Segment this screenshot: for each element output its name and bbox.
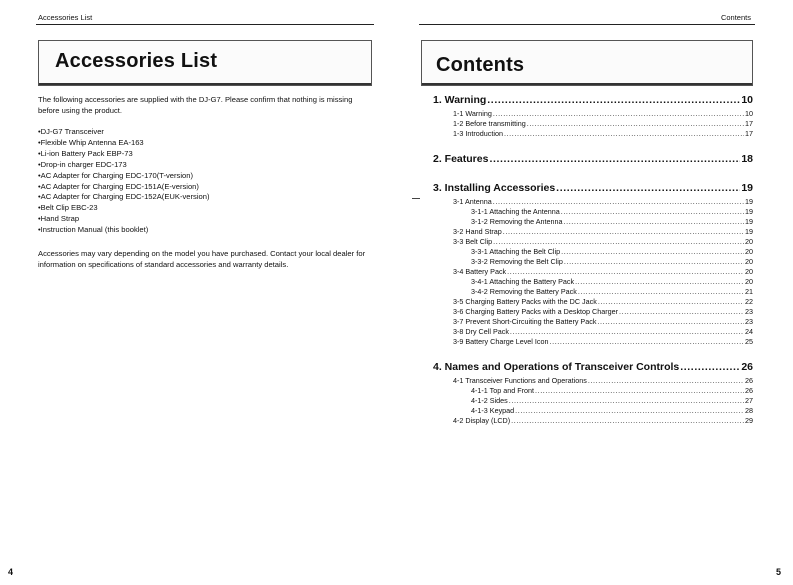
toc-chapter-entry[interactable]	[433, 94, 753, 109]
toc-title: 3-6 Charging Battery Packs with a Desktop Charger	[453, 307, 618, 316]
toc-title: 3-4-1 Attaching the Battery Pack	[471, 277, 575, 286]
list-item: •DJ-G7 Transceiver	[38, 127, 104, 136]
toc-leader-dots	[493, 109, 744, 118]
toc-leader-dots	[489, 153, 740, 165]
title-underline	[422, 83, 752, 85]
toc-page-number: 19	[745, 207, 753, 216]
header-rule	[36, 24, 374, 25]
running-header: Accessories List	[38, 13, 93, 22]
toc-page-number: 28	[745, 406, 753, 415]
toc-leader-dots	[578, 287, 744, 296]
page-title: Contents	[436, 54, 525, 76]
toc-title: 4-1-3 Keypad	[471, 406, 515, 415]
toc-page-number: 20	[745, 237, 753, 246]
list-item: •Instruction Manual (this booklet)	[38, 225, 149, 235]
toc-entry[interactable]	[433, 257, 753, 267]
toc-title: 3-5 Charging Battery Packs with the DC Jack	[453, 297, 597, 306]
toc-entry[interactable]	[433, 386, 753, 396]
toc-title: 1. Warning	[433, 94, 487, 106]
toc-title: 3-3-1 Attaching the Belt Clip	[471, 247, 561, 256]
list-item: •AC Adapter for Charging EDC-152A(EUK-version)	[38, 192, 210, 202]
toc-leader-dots	[598, 297, 744, 306]
toc-chapter-entry[interactable]	[433, 361, 753, 376]
toc-entry[interactable]	[433, 287, 753, 297]
toc-leader-dots	[527, 119, 744, 128]
toc-entry[interactable]	[433, 337, 753, 347]
toc-leader-dots	[493, 197, 744, 206]
toc-leader-dots	[575, 277, 744, 286]
running-header: Contents	[720, 13, 751, 22]
toc-entry[interactable]	[433, 227, 753, 237]
toc-title: 3. Installing Accessories	[433, 182, 556, 194]
toc-page-number: 17	[745, 119, 753, 128]
toc-page-number: 23	[745, 317, 753, 326]
toc-title: 4. Names and Operations of Transceiver Controls	[433, 361, 680, 373]
toc-page-number: 20	[745, 247, 753, 256]
toc-chapter-entry[interactable]	[433, 153, 753, 168]
toc-page-number: 26	[745, 376, 753, 385]
list-item: •Belt Clip EBC-23	[38, 203, 98, 213]
toc-page-number: 21	[745, 287, 753, 296]
toc-leader-dots	[507, 267, 744, 276]
intro-paragraph: The following accessories are supplied with the DJ-G7. Please confirm that nothing is missing before using the product.	[38, 95, 353, 115]
toc-page-number: 27	[745, 396, 753, 405]
margin-mark	[412, 198, 420, 199]
toc-page-number: 24	[745, 327, 753, 336]
title-box	[421, 40, 753, 86]
toc-title: 3-1-1 Attaching the Antenna	[471, 207, 560, 216]
toc-title: 3-2 Hand Strap	[453, 227, 502, 236]
title-underline	[39, 83, 371, 85]
toc-page-number: 23	[745, 307, 753, 316]
toc-leader-dots	[493, 237, 744, 246]
toc-leader-dots	[503, 227, 744, 236]
header-rule	[419, 24, 755, 25]
toc-entry[interactable]	[433, 109, 753, 119]
toc-page-number: 10	[745, 109, 753, 118]
toc-entry[interactable]	[433, 247, 753, 257]
toc-title: 3-9 Battery Charge Level Icon	[453, 337, 549, 346]
toc-leader-dots	[564, 217, 745, 226]
toc-entry[interactable]	[433, 317, 753, 327]
toc-entry[interactable]	[433, 267, 753, 277]
list-item: •Li-ion Battery Pack EBP-73	[38, 148, 133, 158]
toc-entry[interactable]	[433, 277, 753, 287]
toc-page-number: 17	[745, 129, 753, 138]
accessories-list	[38, 127, 209, 236]
toc-title: 3-4 Battery Pack	[453, 267, 507, 276]
toc-leader-dots	[515, 406, 744, 415]
toc-page-number: 26	[745, 386, 753, 395]
toc-entry[interactable]	[433, 119, 753, 129]
toc-leader-dots	[597, 317, 744, 326]
toc-page-number: 26	[741, 361, 753, 373]
toc-entry[interactable]	[433, 207, 753, 217]
toc-leader-dots	[680, 361, 740, 373]
toc-page-number: 22	[745, 297, 753, 306]
toc-title: 3-1-2 Removing the Antenna	[471, 217, 563, 226]
toc-title: 3-1 Antenna	[453, 197, 492, 206]
toc-leader-dots	[511, 416, 744, 425]
note-paragraph: Accessories may vary depending on the model you have purchased. Contact your local dealer for information on specifications of standard accessories and warranty details.	[38, 249, 366, 269]
toc-page-number: 19	[745, 197, 753, 206]
toc-entry[interactable]	[433, 376, 753, 386]
toc-title: 4-1-1 Top and Front	[471, 386, 534, 395]
toc-entry[interactable]	[433, 197, 753, 207]
toc-leader-dots	[487, 94, 740, 106]
toc-title: 4-1 Transceiver Functions and Operations	[453, 376, 587, 385]
toc-title: 3-3-2 Removing the Belt Clip	[471, 257, 563, 266]
list-item: •AC Adapter for Charging EDC-170(T-version)	[38, 170, 194, 180]
toc-page-number: 20	[745, 277, 753, 286]
toc-page-number: 20	[745, 267, 753, 276]
toc-page-number: 10	[741, 94, 753, 106]
toc-leader-dots	[504, 129, 744, 138]
toc-title: 4-1-2 Sides	[471, 396, 508, 405]
toc-title: 1-3 Introduction	[453, 129, 503, 138]
toc-page-number: 29	[745, 416, 753, 425]
toc-leader-dots	[564, 257, 744, 266]
toc-leader-dots	[509, 396, 744, 405]
toc-title: 4-2 Display (LCD)	[453, 416, 511, 425]
toc-page-number: 20	[745, 257, 753, 266]
toc-page-number: 19	[745, 227, 753, 236]
toc-entry[interactable]	[433, 416, 753, 426]
list-item: •Flexible Whip Antenna EA-163	[38, 137, 144, 147]
toc-entry[interactable]	[433, 307, 753, 317]
toc-entry[interactable]	[433, 406, 753, 416]
toc-leader-dots	[550, 337, 745, 346]
toc-title: 3-3 Belt Clip	[453, 237, 493, 246]
toc-leader-dots	[510, 327, 744, 336]
title-box	[38, 40, 372, 86]
toc-leader-dots	[588, 376, 744, 385]
toc-title: 3-4-2 Removing the Battery Pack	[471, 287, 577, 296]
page-title: Accessories List	[55, 50, 218, 72]
toc-entry[interactable]	[433, 396, 753, 406]
table-of-contents	[433, 94, 753, 426]
toc-leader-dots	[619, 307, 744, 316]
toc-title: 3-7 Prevent Short-Circuiting the Battery Pack	[453, 317, 597, 326]
toc-title: 3-8 Dry Cell Pack	[453, 327, 509, 336]
right-page	[397, 0, 793, 585]
toc-leader-dots	[561, 247, 744, 256]
toc-page-number: 18	[741, 153, 753, 165]
toc-chapter-entry[interactable]	[433, 182, 753, 197]
toc-entry[interactable]	[433, 129, 753, 139]
toc-page-number: 19	[745, 217, 753, 226]
list-item: •Hand Strap	[38, 214, 80, 224]
toc-entry[interactable]	[433, 237, 753, 247]
toc-leader-dots	[535, 386, 744, 395]
list-item: •AC Adapter for Charging EDC-151A(E-version)	[38, 181, 199, 191]
page-number: 5	[775, 567, 781, 577]
toc-entry[interactable]	[433, 217, 753, 227]
toc-leader-dots	[561, 207, 744, 216]
toc-page-number: 19	[741, 182, 753, 194]
left-page	[0, 0, 396, 585]
toc-page-number: 25	[745, 337, 753, 346]
toc-entry[interactable]	[433, 297, 753, 307]
toc-title: 2. Features	[433, 153, 489, 165]
toc-title: 1-2 Before transmitting	[453, 119, 526, 128]
toc-leader-dots	[556, 182, 740, 194]
page-number: 4	[8, 567, 14, 577]
toc-title: 1-1 Warning	[453, 109, 492, 118]
list-item: •Drop-in charger EDC-173	[38, 159, 127, 169]
toc-entry[interactable]	[433, 327, 753, 337]
